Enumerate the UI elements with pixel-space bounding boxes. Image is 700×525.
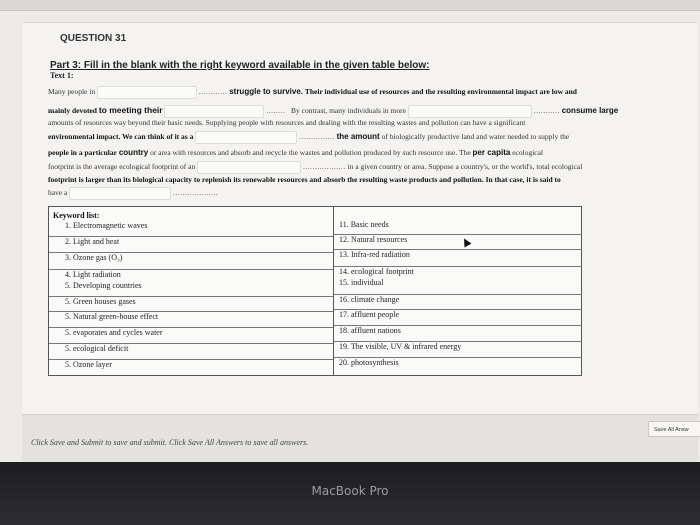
keyword-list-title: Keyword list: bbox=[53, 211, 100, 220]
blank-1[interactable] bbox=[97, 86, 197, 99]
blank-6[interactable] bbox=[69, 187, 171, 200]
keyword-item: 11. Basic needs bbox=[339, 220, 389, 229]
passage-line-4: environmental impact. We can think of it as a ............... the amount of biologically productive land and water needed to supply the bbox=[48, 131, 676, 144]
blank-3[interactable] bbox=[408, 105, 532, 118]
top-strip bbox=[0, 0, 700, 11]
keyword-item: 5. Ozone layer bbox=[49, 359, 333, 370]
keyword-item: 3. Ozone gas (O₃) bbox=[49, 252, 333, 263]
keyword-item: 5. ecological deficit bbox=[49, 343, 333, 354]
keyword-item: 19. The visible, UV & infrared energy bbox=[334, 341, 582, 352]
keyword-column-right bbox=[333, 207, 582, 375]
passage-line-5: people in a particular country or area with resources and absorb and recycle the wastes and pollution produced by such resource use. The per capita ecological bbox=[48, 148, 544, 157]
question-header: QUESTION 31 bbox=[60, 33, 127, 44]
keyword-table bbox=[48, 206, 582, 376]
passage-line-1: Many people in ............ struggle to survive. Their individual use of resources and the resulting environmental impact are low and bbox=[48, 86, 676, 99]
keyword-item: 5. Natural green-house effect bbox=[49, 311, 333, 322]
part-title: Part 3: Fill in the blank with the right keyword available in the given table below: bbox=[50, 60, 430, 71]
footer-note: Click Save and Submit to save and submit. Click Save All Answers to save all answers. bbox=[31, 438, 309, 447]
keyword-item: 1. Electromagnetic waves bbox=[65, 221, 148, 230]
passage-line-7: footprint is larger than its biological capacity to replenish its renewable resources and absorb the resulting waste products and pollution. In that case, it is said to bbox=[48, 175, 561, 184]
keyword-item: 15. individual bbox=[339, 278, 384, 287]
device-label: MacBook Pro bbox=[311, 484, 389, 498]
keyword-item: 13. Infra-red radiation bbox=[334, 249, 582, 260]
keyword-item: 5. evaporates and cycles water bbox=[49, 327, 333, 338]
save-all-answers-button[interactable]: Save All Answ bbox=[648, 421, 700, 437]
keyword-item: 16. climate change bbox=[334, 294, 582, 305]
passage-line-3: amounts of resources way beyond their basic needs. Supplying people with resources and dealing with the resulting wastes and pollution can have a significant bbox=[48, 118, 526, 127]
passage-line-2: mainly devoted to meeting their ........ By contrast, many individuals in more ........... consume large bbox=[48, 105, 676, 118]
keyword-item: 5. Green houses gases bbox=[49, 296, 333, 307]
keyword-item: 2. Light and heat bbox=[49, 236, 333, 247]
keyword-item: 4. Light radiation bbox=[49, 269, 333, 280]
blank-5[interactable] bbox=[197, 161, 301, 174]
keyword-item: 20. photosynthesis bbox=[334, 357, 582, 368]
passage-line-8: have a ................... bbox=[48, 187, 676, 200]
blank-4[interactable] bbox=[195, 131, 297, 144]
passage-line-6: footprint is the average ecological footprint of an .................. in a given country or area. Suppose a country's, or the world's, total ecological bbox=[48, 161, 676, 174]
blank-2[interactable] bbox=[164, 105, 264, 118]
text-label: Text 1: bbox=[50, 71, 74, 80]
keyword-item: 5. Developing countries bbox=[65, 281, 142, 290]
keyword-item: 14. ecological footprint bbox=[334, 266, 582, 277]
keyword-item: 12. Natural resources bbox=[334, 234, 582, 245]
keyword-item: 17. affluent people bbox=[334, 309, 582, 320]
keyword-item: 18. affluent nations bbox=[334, 325, 582, 336]
